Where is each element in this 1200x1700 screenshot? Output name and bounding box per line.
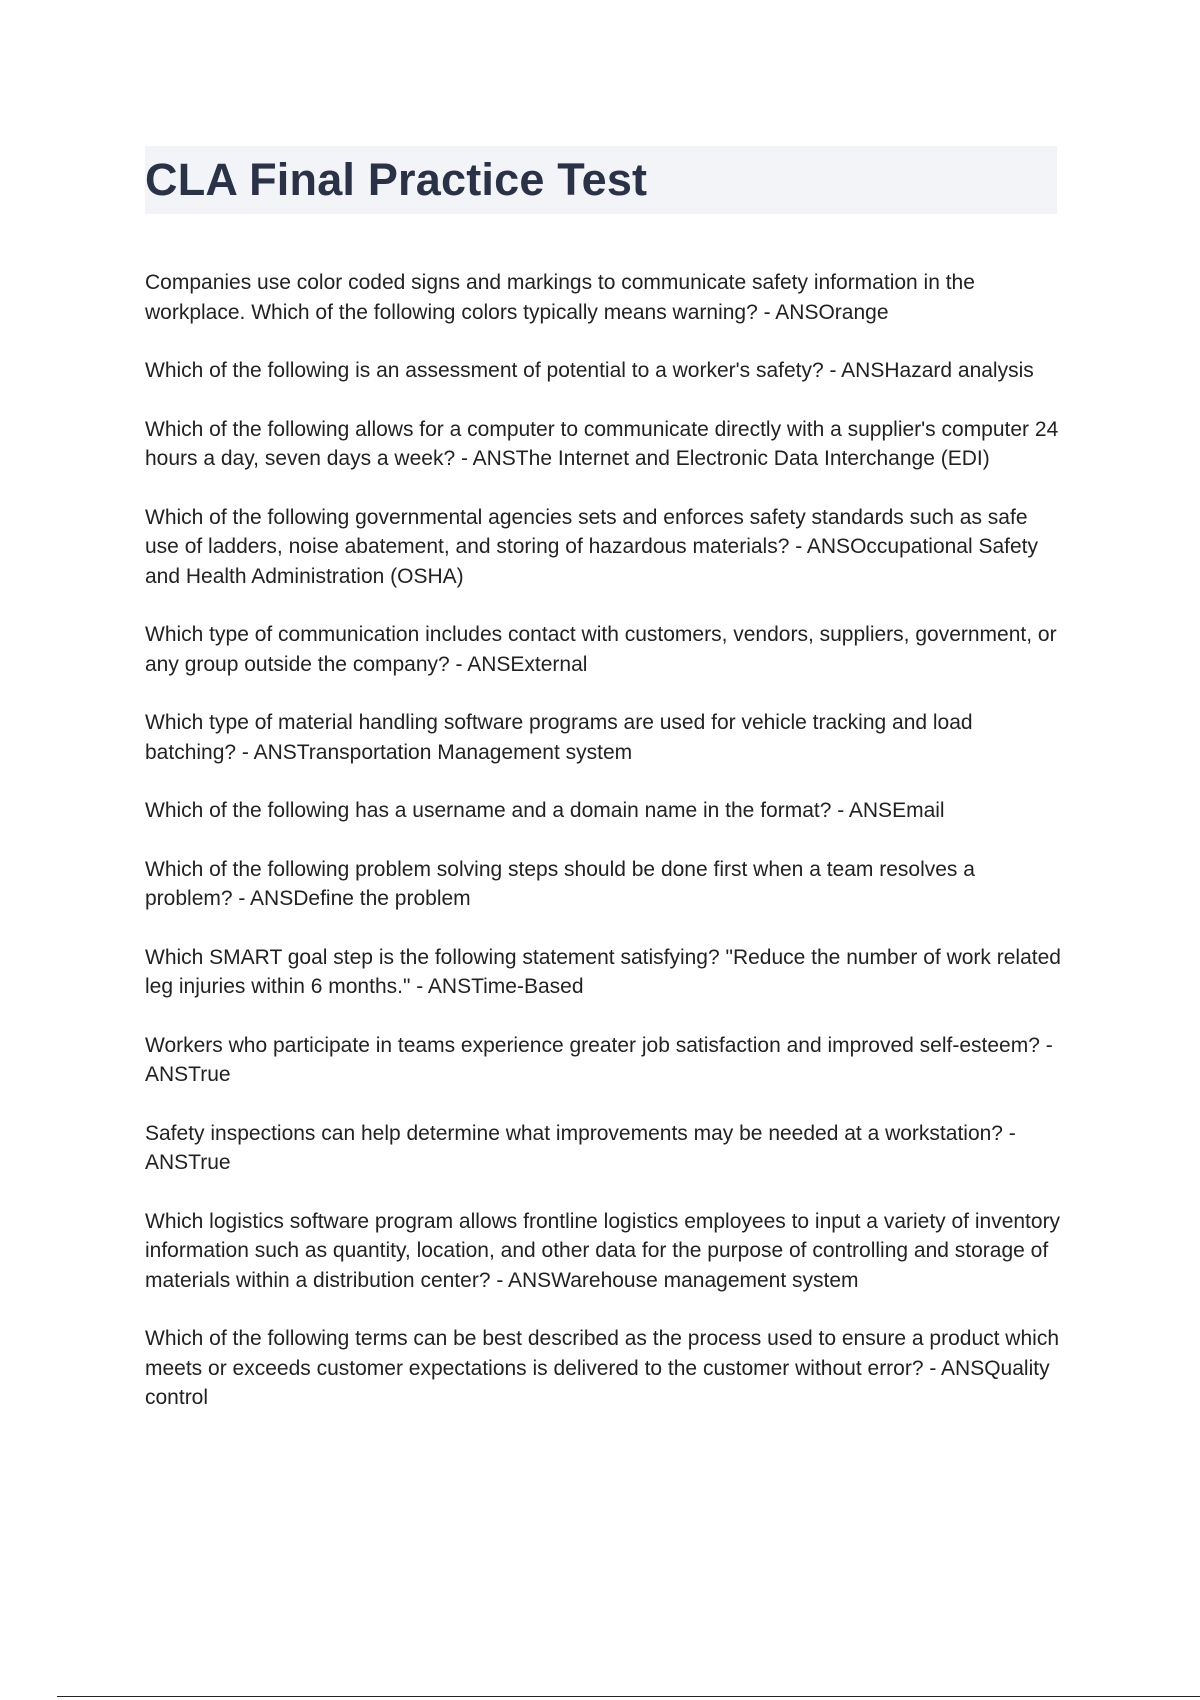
footer-divider [57,1696,1200,1697]
question-item: Which of the following is an assessment of potential to a worker's safety? - ANSHazard analysis [145,359,1034,382]
title-band [145,146,1057,214]
question-item: Which of the following terms can be best described as the process used to ensure a product which meets or exceeds customer expectations is delivered to the customer without error? - ANSQuality control [145,1327,1059,1409]
question-list [145,268,1065,1442]
question-item: Which of the following governmental agencies sets and enforces safety standards such as safe use of ladders, noise abatement, and storing of hazardous materials? - ANSOccupational Safety and Health Administration (OSHA) [145,505,1039,588]
question-item: Which of the following has a username and a domain name in the format? - ANSEmail [145,799,945,822]
question-item: Safety inspections can help determine what improvements may be needed at a workstation? - ANSTrue [145,1121,1016,1174]
question-item: Which SMART goal step is the following statement satisfying? "Reduce the number of work related leg injuries within 6 months." - ANSTime-Based [145,945,1061,998]
question-item: Which type of communication includes contact with customers, vendors, suppliers, government, or any group outside the company? - ANSExternal [145,623,1057,676]
question-item: Companies use color coded signs and markings to communicate safety information in the workplace. Which of the following colors typically means warning? - ANSOrange [145,271,975,324]
question-item: Which of the following allows for a computer to communicate directly with a supplier's computer 24 hours a day, seven days a week? - ANSThe Internet and Electronic Data Interchange (EDI) [145,417,1059,470]
question-item: Workers who participate in teams experience greater job satisfaction and improved self-esteem? - ANSTrue [145,1033,1053,1086]
question-item: Which logistics software program allows frontline logistics employees to input a variety of inventory information such as quantity, location, and other data for the purpose of controlling and storage of materials within a distribution center? - ANSWarehouse management system [145,1209,1061,1292]
question-item: Which of the following problem solving steps should be done first when a team resolves a problem? - ANSDefine the problem [145,857,975,910]
page-title: CLA Final Practice Test [145,154,648,205]
question-item: Which type of material handling software programs are used for vehicle tracking and load batching? - ANSTransportation Management system [145,711,973,764]
